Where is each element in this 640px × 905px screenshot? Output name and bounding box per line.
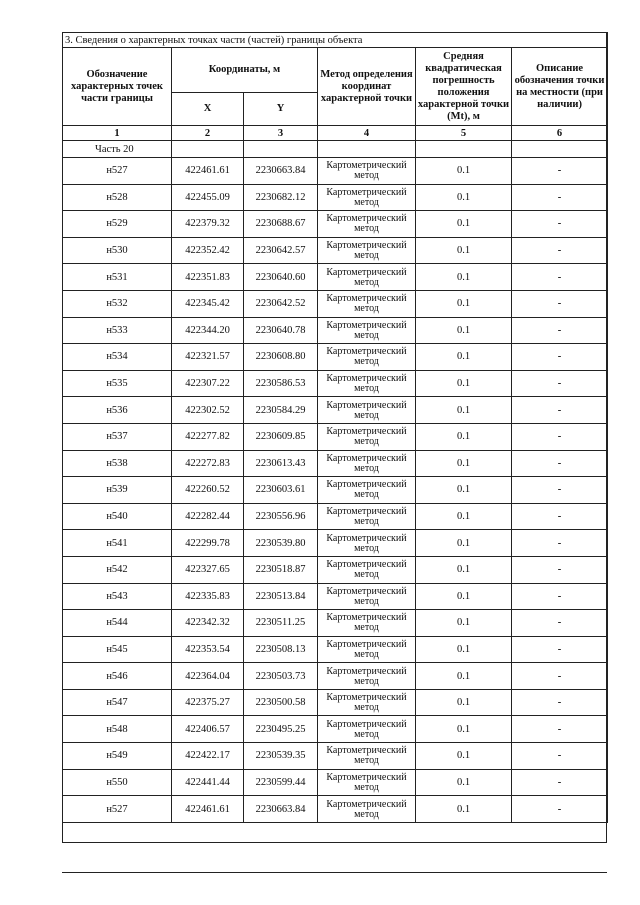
coord-x: 422335.83 bbox=[172, 583, 244, 610]
table-row bbox=[63, 689, 608, 716]
description: - bbox=[512, 663, 608, 690]
coord-x: 422282.44 bbox=[172, 503, 244, 530]
coord-x: 422461.61 bbox=[172, 158, 244, 185]
method bbox=[318, 796, 416, 823]
error-value: 0.1 bbox=[416, 796, 512, 823]
method-text: Картометрический метод bbox=[326, 665, 407, 687]
method-text: Картометрический метод bbox=[326, 559, 407, 581]
point-id: н545 bbox=[63, 636, 172, 663]
coord-x: 422379.32 bbox=[172, 211, 244, 238]
error-value: 0.1 bbox=[416, 716, 512, 743]
method-text: Картометрический метод bbox=[326, 692, 407, 714]
coord-y: 2230682.12 bbox=[244, 184, 318, 211]
coord-y: 2230640.60 bbox=[244, 264, 318, 291]
header-x: X bbox=[172, 93, 244, 126]
method-text: Картометрический метод bbox=[326, 240, 407, 262]
coord-x: 422353.54 bbox=[172, 636, 244, 663]
table-row bbox=[63, 290, 608, 317]
method-text: Картометрический метод bbox=[326, 771, 407, 793]
empty-cell bbox=[244, 141, 318, 158]
coord-y: 2230511.25 bbox=[244, 610, 318, 637]
description: - bbox=[512, 158, 608, 185]
header-error: Средняя квадратическая погрешность положения характерной точки (Mt), м bbox=[416, 48, 512, 126]
point-id: н544 bbox=[63, 610, 172, 637]
point-id: н527 bbox=[63, 158, 172, 185]
error-value: 0.1 bbox=[416, 450, 512, 477]
description: - bbox=[512, 743, 608, 770]
method bbox=[318, 397, 416, 424]
table-row bbox=[63, 370, 608, 397]
table-row bbox=[63, 317, 608, 344]
point-id: н533 bbox=[63, 317, 172, 344]
empty-cell bbox=[318, 141, 416, 158]
description: - bbox=[512, 477, 608, 504]
point-id: н537 bbox=[63, 423, 172, 450]
method bbox=[318, 503, 416, 530]
method bbox=[318, 290, 416, 317]
table-row bbox=[63, 769, 608, 796]
method-text: Картометрический метод bbox=[326, 479, 407, 501]
coord-x: 422342.32 bbox=[172, 610, 244, 637]
coord-y: 2230539.35 bbox=[244, 743, 318, 770]
coord-x: 422344.20 bbox=[172, 317, 244, 344]
point-id: н538 bbox=[63, 450, 172, 477]
coord-y: 2230495.25 bbox=[244, 716, 318, 743]
coord-x: 422351.83 bbox=[172, 264, 244, 291]
header-y: Y bbox=[244, 93, 318, 126]
coord-x: 422299.78 bbox=[172, 530, 244, 557]
table-row bbox=[63, 237, 608, 264]
column-numbers-row bbox=[63, 126, 608, 141]
coord-y: 2230584.29 bbox=[244, 397, 318, 424]
description: - bbox=[512, 796, 608, 823]
point-id: н531 bbox=[63, 264, 172, 291]
method bbox=[318, 184, 416, 211]
coord-y: 2230603.61 bbox=[244, 477, 318, 504]
table-row bbox=[63, 423, 608, 450]
error-value: 0.1 bbox=[416, 503, 512, 530]
table-caption: 3. Сведения о характерных точках части (частей) границы объекта bbox=[63, 33, 608, 48]
method-text: Картометрический метод bbox=[326, 266, 407, 288]
error-value: 0.1 bbox=[416, 211, 512, 238]
point-id: н535 bbox=[63, 370, 172, 397]
method bbox=[318, 636, 416, 663]
method-text: Картометрический метод bbox=[326, 612, 407, 634]
header-coordinates: Координаты, м bbox=[172, 48, 318, 93]
table-row bbox=[63, 397, 608, 424]
table-row bbox=[63, 583, 608, 610]
method-text: Картометрический метод bbox=[326, 745, 407, 767]
table-row bbox=[63, 211, 608, 238]
method bbox=[318, 450, 416, 477]
error-value: 0.1 bbox=[416, 689, 512, 716]
method-text: Картометрический метод bbox=[326, 293, 407, 315]
error-value: 0.1 bbox=[416, 290, 512, 317]
error-value: 0.1 bbox=[416, 370, 512, 397]
column-number: 2 bbox=[172, 126, 244, 141]
description: - bbox=[512, 583, 608, 610]
method bbox=[318, 237, 416, 264]
coord-x: 422345.42 bbox=[172, 290, 244, 317]
coord-x: 422422.17 bbox=[172, 743, 244, 770]
error-value: 0.1 bbox=[416, 663, 512, 690]
description: - bbox=[512, 397, 608, 424]
boundary-points-table bbox=[62, 32, 608, 823]
header-description: Описание обозначения точки на местности (при наличии) bbox=[512, 48, 608, 126]
description: - bbox=[512, 423, 608, 450]
description: - bbox=[512, 556, 608, 583]
coord-y: 2230640.78 bbox=[244, 317, 318, 344]
method bbox=[318, 344, 416, 371]
coord-x: 422260.52 bbox=[172, 477, 244, 504]
method-text: Картометрический метод bbox=[326, 426, 407, 448]
point-id: н549 bbox=[63, 743, 172, 770]
description: - bbox=[512, 344, 608, 371]
description: - bbox=[512, 769, 608, 796]
description: - bbox=[512, 610, 608, 637]
description: - bbox=[512, 689, 608, 716]
point-id: н550 bbox=[63, 769, 172, 796]
coord-y: 2230503.73 bbox=[244, 663, 318, 690]
coord-y: 2230513.84 bbox=[244, 583, 318, 610]
coord-y: 2230518.87 bbox=[244, 556, 318, 583]
part-row bbox=[63, 141, 608, 158]
column-number: 5 bbox=[416, 126, 512, 141]
method bbox=[318, 211, 416, 238]
description: - bbox=[512, 503, 608, 530]
method bbox=[318, 423, 416, 450]
point-id: н528 bbox=[63, 184, 172, 211]
error-value: 0.1 bbox=[416, 530, 512, 557]
method-text: Картометрический метод bbox=[326, 319, 407, 341]
method-text: Картометрический метод bbox=[326, 585, 407, 607]
coord-y: 2230508.13 bbox=[244, 636, 318, 663]
error-value: 0.1 bbox=[416, 317, 512, 344]
coord-y: 2230556.96 bbox=[244, 503, 318, 530]
method bbox=[318, 769, 416, 796]
description: - bbox=[512, 370, 608, 397]
column-number: 1 bbox=[63, 126, 172, 141]
method-text: Картометрический метод bbox=[326, 186, 407, 208]
coord-y: 2230608.80 bbox=[244, 344, 318, 371]
method bbox=[318, 663, 416, 690]
point-id: н530 bbox=[63, 237, 172, 264]
method bbox=[318, 530, 416, 557]
point-id: н527 bbox=[63, 796, 172, 823]
point-id: н541 bbox=[63, 530, 172, 557]
coord-y: 2230609.85 bbox=[244, 423, 318, 450]
method-text: Картометрический метод bbox=[326, 373, 407, 395]
table-row bbox=[63, 556, 608, 583]
coord-y: 2230539.80 bbox=[244, 530, 318, 557]
method-text: Картометрический метод bbox=[326, 638, 407, 660]
header-method: Метод определения координат характерной точки bbox=[318, 48, 416, 126]
empty-cell bbox=[512, 141, 608, 158]
method-text: Картометрический метод bbox=[326, 213, 407, 235]
point-id: н534 bbox=[63, 344, 172, 371]
method bbox=[318, 716, 416, 743]
error-value: 0.1 bbox=[416, 158, 512, 185]
coord-x: 422455.09 bbox=[172, 184, 244, 211]
method bbox=[318, 370, 416, 397]
point-id: н539 bbox=[63, 477, 172, 504]
empty-cell bbox=[172, 141, 244, 158]
description: - bbox=[512, 636, 608, 663]
coord-x: 422321.57 bbox=[172, 344, 244, 371]
coord-x: 422352.42 bbox=[172, 237, 244, 264]
coord-y: 2230500.58 bbox=[244, 689, 318, 716]
method bbox=[318, 743, 416, 770]
table-row bbox=[63, 344, 608, 371]
method-text: Картометрический метод bbox=[326, 399, 407, 421]
coord-x: 422272.83 bbox=[172, 450, 244, 477]
method-text: Картометрический метод bbox=[326, 506, 407, 528]
error-value: 0.1 bbox=[416, 264, 512, 291]
column-number: 3 bbox=[244, 126, 318, 141]
error-value: 0.1 bbox=[416, 184, 512, 211]
error-value: 0.1 bbox=[416, 344, 512, 371]
description: - bbox=[512, 290, 608, 317]
point-id: н548 bbox=[63, 716, 172, 743]
coord-y: 2230663.84 bbox=[244, 158, 318, 185]
method bbox=[318, 610, 416, 637]
method-text: Картометрический метод bbox=[326, 798, 407, 820]
table-row bbox=[63, 663, 608, 690]
description: - bbox=[512, 450, 608, 477]
table-row bbox=[63, 450, 608, 477]
table-row bbox=[63, 743, 608, 770]
table-row bbox=[63, 796, 608, 823]
method-text: Картометрический метод bbox=[326, 452, 407, 474]
point-id: н536 bbox=[63, 397, 172, 424]
point-id: н532 bbox=[63, 290, 172, 317]
error-value: 0.1 bbox=[416, 556, 512, 583]
error-value: 0.1 bbox=[416, 743, 512, 770]
point-id: н547 bbox=[63, 689, 172, 716]
error-value: 0.1 bbox=[416, 477, 512, 504]
description: - bbox=[512, 716, 608, 743]
method bbox=[318, 689, 416, 716]
coord-x: 422375.27 bbox=[172, 689, 244, 716]
method bbox=[318, 583, 416, 610]
table-row bbox=[63, 158, 608, 185]
method-text: Картометрический метод bbox=[326, 718, 407, 740]
empty-cell bbox=[416, 141, 512, 158]
table-row bbox=[63, 610, 608, 637]
header-designation: Обозначение характерных точек части границы bbox=[63, 48, 172, 126]
coord-y: 2230586.53 bbox=[244, 370, 318, 397]
column-number: 6 bbox=[512, 126, 608, 141]
method bbox=[318, 477, 416, 504]
coord-x: 422327.65 bbox=[172, 556, 244, 583]
part-label: Часть 20 bbox=[63, 141, 172, 158]
method bbox=[318, 158, 416, 185]
coord-x: 422461.61 bbox=[172, 796, 244, 823]
point-id: н529 bbox=[63, 211, 172, 238]
error-value: 0.1 bbox=[416, 237, 512, 264]
error-value: 0.1 bbox=[416, 397, 512, 424]
description: - bbox=[512, 237, 608, 264]
point-id: н546 bbox=[63, 663, 172, 690]
error-value: 0.1 bbox=[416, 583, 512, 610]
table-row bbox=[63, 716, 608, 743]
method bbox=[318, 317, 416, 344]
method-text: Картометрический метод bbox=[326, 532, 407, 554]
coord-y: 2230599.44 bbox=[244, 769, 318, 796]
coord-x: 422302.52 bbox=[172, 397, 244, 424]
description: - bbox=[512, 264, 608, 291]
table-row bbox=[63, 477, 608, 504]
method-text: Картометрический метод bbox=[326, 346, 407, 368]
coord-y: 2230613.43 bbox=[244, 450, 318, 477]
table-row bbox=[63, 184, 608, 211]
table-row bbox=[63, 636, 608, 663]
table-row bbox=[63, 264, 608, 291]
description: - bbox=[512, 184, 608, 211]
coord-x: 422307.22 bbox=[172, 370, 244, 397]
error-value: 0.1 bbox=[416, 636, 512, 663]
coord-y: 2230642.52 bbox=[244, 290, 318, 317]
method bbox=[318, 264, 416, 291]
point-id: н543 bbox=[63, 583, 172, 610]
coord-y: 2230663.84 bbox=[244, 796, 318, 823]
coord-x: 422277.82 bbox=[172, 423, 244, 450]
table-row bbox=[63, 530, 608, 557]
description: - bbox=[512, 211, 608, 238]
point-id: н540 bbox=[63, 503, 172, 530]
description: - bbox=[512, 317, 608, 344]
point-id: н542 bbox=[63, 556, 172, 583]
coord-y: 2230642.57 bbox=[244, 237, 318, 264]
coord-y: 2230688.67 bbox=[244, 211, 318, 238]
table-row bbox=[63, 503, 608, 530]
coord-x: 422406.57 bbox=[172, 716, 244, 743]
coord-x: 422364.04 bbox=[172, 663, 244, 690]
method-text: Картометрический метод bbox=[326, 160, 407, 182]
error-value: 0.1 bbox=[416, 423, 512, 450]
footer-rule bbox=[62, 872, 607, 873]
error-value: 0.1 bbox=[416, 769, 512, 796]
coord-x: 422441.44 bbox=[172, 769, 244, 796]
column-number: 4 bbox=[318, 126, 416, 141]
description: - bbox=[512, 530, 608, 557]
error-value: 0.1 bbox=[416, 610, 512, 637]
method bbox=[318, 556, 416, 583]
